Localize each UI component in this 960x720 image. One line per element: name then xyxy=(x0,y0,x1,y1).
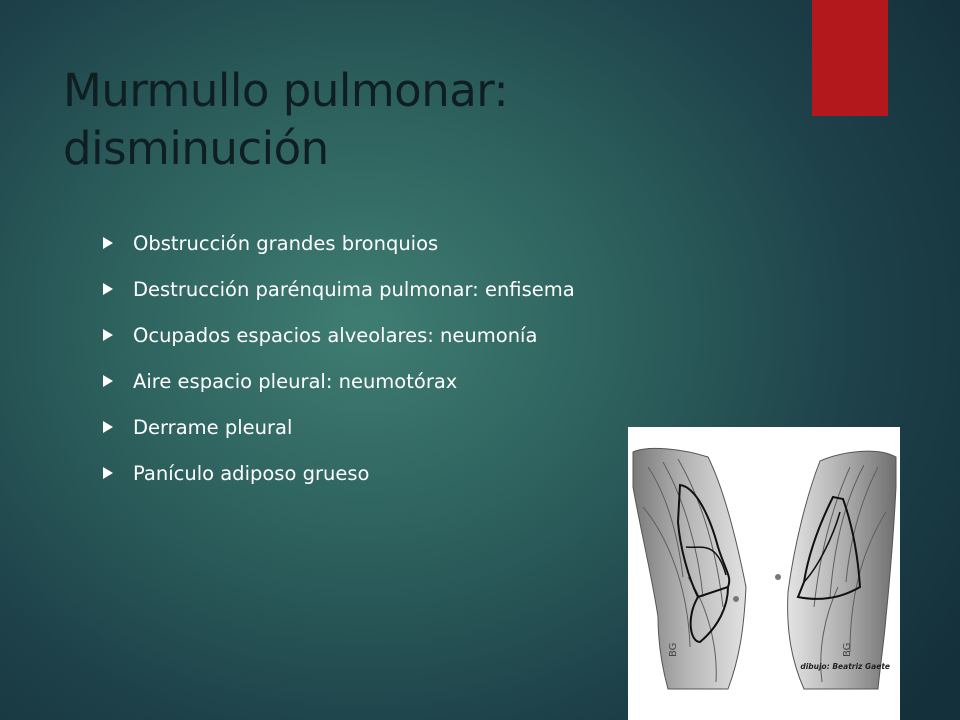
bullet-text: Destrucción parénquima pulmonar: enfisema xyxy=(133,277,575,301)
thorax-drawing xyxy=(628,427,900,720)
figure-credit: dibujo: Beatriz Gaete xyxy=(800,662,890,671)
slide-title: Murmullo pulmonar: disminución xyxy=(63,64,509,175)
left-nipple xyxy=(733,596,739,602)
bullet-text: Ocupados espacios alveolares: neumonía xyxy=(133,323,538,347)
triangle-right-icon xyxy=(103,375,113,387)
initials-right: BG xyxy=(842,642,853,657)
triangle-right-icon xyxy=(103,283,113,295)
bullet-text: Panículo adiposo grueso xyxy=(133,461,370,485)
bullet-text: Obstrucción grandes bronquios xyxy=(133,231,439,255)
bullet-text: Derrame pleural xyxy=(133,415,293,439)
bullet-item xyxy=(103,266,575,312)
left-torso xyxy=(633,448,746,689)
bullet-item xyxy=(103,220,575,266)
bullet-item xyxy=(103,358,575,404)
bullet-list xyxy=(103,220,575,496)
triangle-right-icon xyxy=(103,237,113,249)
accent-bar xyxy=(812,0,888,116)
right-nipple xyxy=(775,574,781,580)
thorax-illustration xyxy=(628,427,900,720)
triangle-right-icon xyxy=(103,329,113,341)
initials-left: BG xyxy=(668,642,679,657)
bullet-item xyxy=(103,450,575,496)
bullet-item xyxy=(103,404,575,450)
triangle-right-icon xyxy=(103,421,113,433)
bullet-item xyxy=(103,312,575,358)
bullet-text: Aire espacio pleural: neumotórax xyxy=(133,369,458,393)
triangle-right-icon xyxy=(103,467,113,479)
